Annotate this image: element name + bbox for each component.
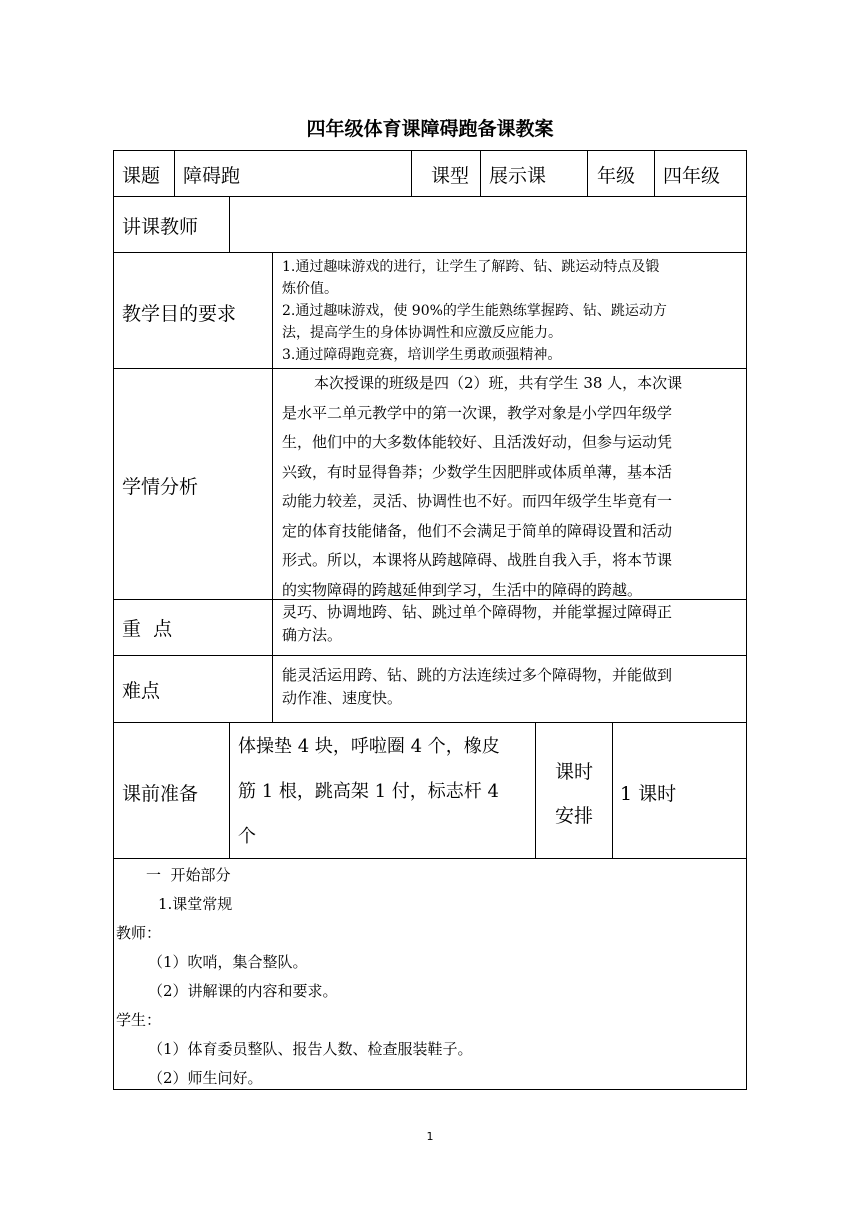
analysis-line: 本次授课的班级是四（2）班，共有学生 38 人，本次课	[314, 374, 683, 392]
topic-label: 课题	[122, 165, 161, 187]
col-divider	[587, 150, 588, 196]
col-divider	[174, 150, 175, 196]
row-divider	[113, 722, 747, 723]
teacher-heading: 教师：	[116, 924, 162, 942]
col-divider	[411, 150, 412, 196]
col-divider	[480, 150, 481, 196]
section-heading: 一 开始部分	[146, 866, 231, 884]
col-divider	[612, 722, 613, 858]
col-divider	[654, 150, 655, 196]
document-title: 四年级体育课障碍跑备课教案	[306, 118, 554, 140]
grade-label: 年级	[597, 165, 636, 187]
difficulty-text	[282, 664, 744, 710]
goals-label: 教学目的要求	[122, 303, 237, 325]
analysis-text	[282, 369, 744, 605]
prep-label: 课前准备	[122, 783, 199, 805]
key-point-line: 确方法。	[282, 626, 343, 644]
goals-line: 法，提高学生的身体协调性和应激反应能力。	[282, 325, 562, 341]
routine-heading: 1.课堂常规	[158, 895, 233, 913]
analysis-line: 的实物障碍的跨越延伸到学习，生活中的障碍的跨越。	[282, 580, 643, 599]
student-step: （2）师生问好。	[148, 1069, 263, 1087]
difficulty-label: 难点	[122, 680, 161, 702]
student-step: （1）体育委员整队、报告人数、检查服装鞋子。	[148, 1040, 473, 1058]
schedule-value: 1 课时	[620, 783, 677, 805]
difficulty-line: 动作准、速度快。	[282, 689, 403, 707]
analysis-line: 定的体育技能储备，他们不会满足于简单的障碍设置和活动	[282, 521, 673, 540]
prep-line: 体操垫 4 块，呼啦圈 4 个，橡皮	[238, 736, 500, 757]
goals-line: 1.通过趣味游戏的进行，让学生了解跨、钻、跳运动特点及锻	[282, 259, 660, 275]
schedule-label-2: 安排	[555, 805, 594, 827]
analysis-line: 生，他们中的大多数体能较好、且活泼好动，但参与运动凭	[282, 433, 673, 451]
analysis-line: 兴致，有时显得鲁莽；少数学生因肥胖或体质单薄，基本活	[282, 462, 673, 481]
goals-text	[282, 256, 744, 366]
goals-line: 3.通过障碍跑竞赛，培训学生勇敢顽强精神。	[282, 347, 562, 363]
teacher-step: （2）讲解课的内容和要求。	[148, 982, 338, 1000]
lesson-process	[116, 861, 742, 1093]
col-divider	[229, 196, 230, 252]
type-label: 课型	[431, 165, 470, 187]
goals-line: 炼价值。	[282, 281, 338, 297]
student-heading: 学生：	[116, 1011, 162, 1029]
page-number: 1	[426, 1130, 434, 1143]
col-divider	[272, 252, 273, 722]
prep-line: 筋 1 根，跳高架 1 付，标志杆 4	[238, 781, 499, 802]
teacher-step: （1）吹哨，集合整队。	[148, 953, 308, 971]
row-divider	[113, 196, 747, 197]
analysis-label: 学情分析	[122, 476, 199, 498]
row-divider	[113, 252, 747, 253]
type-value: 展示课	[489, 165, 547, 187]
analysis-line: 动能力较差，灵活、协调性也不好。而四年级学生毕竟有一	[282, 492, 673, 510]
key-point-text	[282, 601, 744, 647]
analysis-line: 形式。所以，本课将从跨越障碍、战胜自我入手，将本节课	[282, 551, 673, 569]
analysis-line: 是水平二单元教学中的第一次课，教学对象是小学四年级学	[282, 403, 673, 422]
grade-value: 四年级	[663, 165, 721, 187]
topic-value: 障碍跑	[183, 165, 241, 187]
key-point-line: 灵巧、协调地跨、钻、跳过单个障碍物，并能掌握过障碍正	[282, 603, 673, 621]
row-divider	[113, 655, 747, 656]
difficulty-line: 能灵活运用跨、钻、跳的方法连续过多个障碍物，并能做到	[282, 666, 673, 684]
prep-line: 个	[238, 826, 256, 847]
key-point-label: 重 点	[122, 618, 173, 640]
goals-line: 2.通过趣味游戏，使 90%的学生能熟练掌握跨、钻、跳运动方	[282, 303, 667, 319]
prep-text	[238, 724, 534, 859]
col-divider	[535, 722, 536, 858]
schedule-label-1: 课时	[555, 761, 594, 783]
col-divider	[229, 722, 230, 858]
teacher-label: 讲课教师	[122, 216, 199, 238]
